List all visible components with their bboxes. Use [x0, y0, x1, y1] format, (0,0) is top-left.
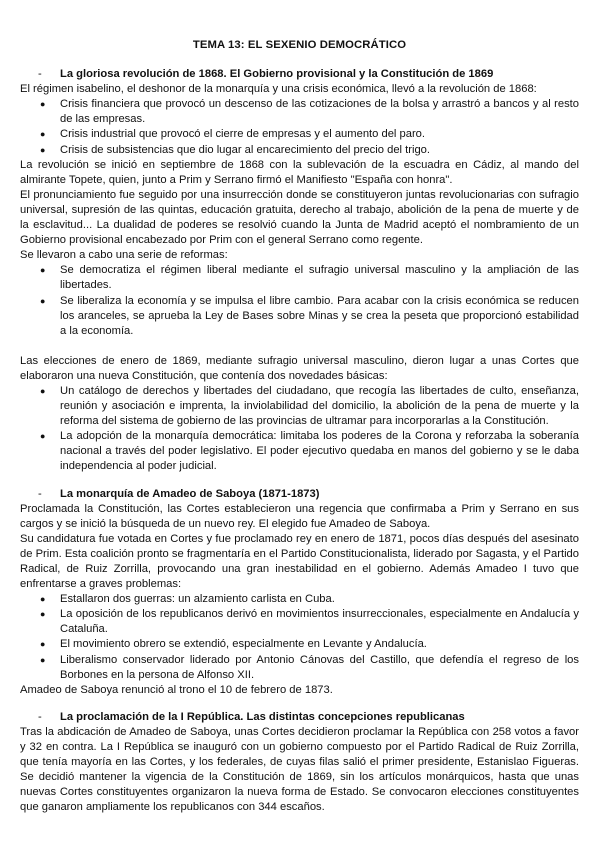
heading-dash: - [38, 487, 42, 500]
section-heading-text: La gloriosa revolución de 1868. El Gobierno provisional y la Constitución de 1869 [60, 68, 494, 81]
document-page [20, 38, 579, 816]
paragraph: El régimen isabelino, el deshonor de la monarquía y una crisis económica, llevó a la revolución de 1868: [20, 83, 537, 96]
bullet-icon: ● [40, 431, 46, 442]
list-item: ● El movimiento obrero se extendió, especialmente en Levante y Andalucía. [20, 637, 579, 652]
paragraph: Las elecciones de enero de 1869, mediante sufragio universal masculino, dieron lugar a unas Cortes que elaboraron una nueva Constitución, que contenía dos novedades básicas: [20, 354, 579, 382]
section-heading-text: La proclamación de la I República. Las distintas concepciones republicanas [60, 710, 465, 723]
list-item: ● La oposición de los republicanos derivó en movimientos insurreccionales, especialmente en Andalucía y Cataluña. [40, 608, 579, 636]
section-heading-amadeo [20, 487, 579, 502]
list-item: ● Se democratiza el régimen liberal mediante el sufragio universal masculino y la ampliación de las libertades. [40, 264, 579, 292]
list-item: ● Crisis de subsistencias que dio lugar al encarecimiento del precio del trigo. [20, 143, 579, 158]
bullet-icon: ● [40, 385, 46, 396]
paragraph: Su candidatura fue votada en Cortes y fue proclamado rey en enero de 1871, pocos días después del asesinato de Prim. Esta coalición pronto se fragmentaría en el Partido Constitucionalista, liderado por Sagasta, y el Partido Radical, de Ruiz Zorrilla, provocando una gran inestabilidad en el gobierno. Además Amadeo I tuvo que enfrentarse a graves problemas: [20, 532, 579, 591]
list-item: ● La adopción de la monarquía democrática: limitaba los poderes de la Corona y reforzaba la soberanía nacional a través del poder legislativo. El poder ejecutivo quedaba en manos del gobierno y se le daba independencia al poder judicial. [40, 430, 579, 473]
bullet-icon: ● [40, 594, 46, 605]
heading-dash: - [38, 68, 42, 81]
reforms-list [20, 263, 579, 338]
bullet-icon: ● [40, 639, 46, 650]
spacer [20, 698, 579, 710]
bullet-icon: ● [40, 99, 46, 110]
problems-list [20, 592, 579, 683]
list-item: ● Un catálogo de derechos y libertades del ciudadano, que recogía las libertades de culto, enseñanza, reunión y asociación e imprenta, la inviolabilidad del domicilio, la abolición de la pena de muerte y la reforma del sistema de gobierno de las provincias de ultramar para incorporarlas a la Constitución. [40, 384, 579, 428]
heading-dash: - [38, 710, 42, 723]
bullet-icon: ● [40, 609, 46, 620]
spacer [20, 339, 579, 354]
causes-list [20, 97, 579, 157]
bullet-icon: ● [40, 654, 46, 665]
paragraph: La revolución se inició en septiembre de 1868 con la sublevación de la escuadra en Cádiz, al mando del almirante Topete, quien, junto a Prim y Serrano firmó el Manifiesto "España con honra". [20, 158, 579, 186]
list-item: ● Estallaron dos guerras: un alzamiento carlista en Cuba. [20, 592, 579, 607]
section-heading-text: La monarquía de Amadeo de Saboya (1871-1873) [60, 487, 320, 500]
list-item: ● Crisis industrial que provocó el cierre de empresas y el aumento del paro. [20, 127, 579, 142]
bullet-icon: ● [40, 144, 46, 155]
paragraph: Amadeo de Saboya renunció al trono el 10 de febrero de 1873. [20, 683, 333, 696]
bullet-icon: ● [40, 295, 46, 306]
paragraph: El pronunciamiento fue seguido por una insurrección donde se constituyeron juntas revolucionarias con sufragio universal, supresión de las quintas, educación gratuita, derecho al trabajo, abolición de la pena de muerte y de la esclavitud... La dualidad de poderes se resolvió cuando la Junta de Madrid aceptó el nombramiento de un Gobierno provisional encabezado por Prim con el general Serrano como regente. [20, 188, 579, 247]
list-item: ● Crisis financiera que provocó un descenso de las cotizaciones de la bolsa y arrastró a bancos y al resto de las empresas. [40, 98, 579, 126]
bullet-icon: ● [40, 265, 46, 276]
section-heading-revolucion [20, 67, 579, 82]
list-item: ● Liberalismo conservador liderado por Antonio Cánovas del Castillo, que defendía el regreso de los Borbones en la persona de Alfonso XII. [40, 653, 579, 681]
novelties-list [20, 384, 579, 475]
document-title: TEMA 13: EL SEXENIO DEMOCRÁTICO [192, 39, 407, 51]
section-heading-republica [20, 710, 579, 725]
list-item: ● Se liberaliza la economía y se impulsa el libre cambio. Para acabar con la crisis económica se reducen los aranceles, se aprueba la Ley de Bases sobre Minas y se crea la peseta que proporcionó estabilidad a la economía. [40, 294, 579, 337]
bullet-icon: ● [40, 129, 46, 140]
spacer [20, 475, 579, 487]
paragraph: Tras la abdicación de Amadeo de Saboya, unas Cortes decidieron proclamar la República con 258 votos a favor y 32 en contra. La I República se inauguró con un gobierno compuesto por el Partido Radical de Ruiz Zorrilla, que tenía mayoría en las Cortes, y los federales, de cuyas filas salió el primer presidente, Estanislao Figueras. Se decidió mantener la vigencia de la Constitución de 1869, sin los artículos monárquicos, hasta que unas nuevas Cortes constituyentes organizaron la nueva forma de Estado. Se convocaron elecciones constituyentes que ganaron ampliamente los republicanos con 344 escaños. [20, 725, 579, 814]
paragraph: Proclamada la Constitución, las Cortes establecieron una regencia que confirmaba a Prim y Serrano en sus cargos y se inició la búsqueda de un nuevo rey. El elegido fue Amadeo de Saboya. [20, 502, 579, 530]
paragraph: Se llevaron a cabo una serie de reformas: [20, 249, 228, 262]
